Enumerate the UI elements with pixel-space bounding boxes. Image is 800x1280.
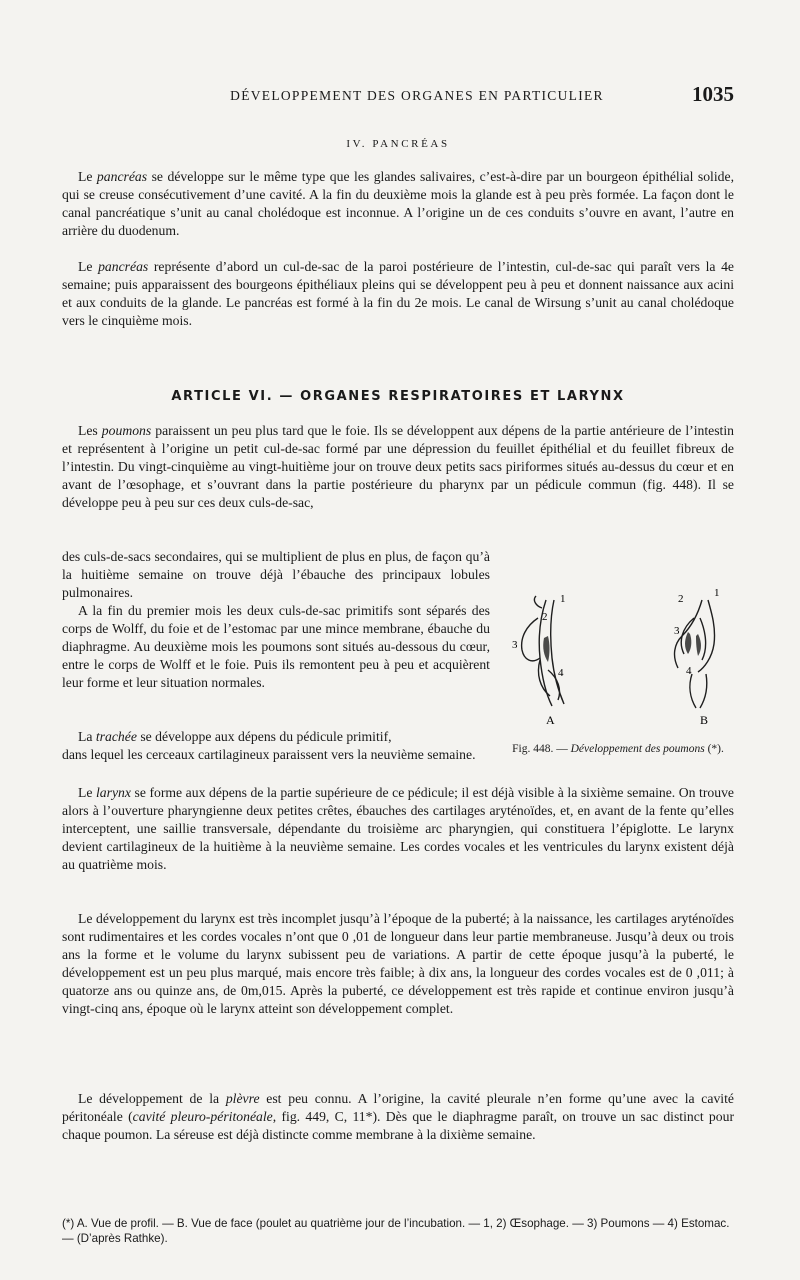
poumons-paragraph: Les poumons paraissent un peu plus tard que le foie. Ils se développent aux dépens de la partie antérieure de l’intestin et représentent à l’origine un petit cul-de-sac formé par une dépression du feuillet épithélial et du feuillet fibreux de l’intestin. Du vingt-cinquième au vingt-huitième jour on trouve deux petits sacs piriformes situés au-dessus du cœur et en avant de l’œsophage, et s’ouvrant dans la partie postérieure du pharynx par un pédicule commun (fig. 448). Il se développe peu à peu sur ces deux culs-de-sac, bbox=[62, 423, 734, 510]
figure-label-a4: 4 bbox=[558, 667, 564, 679]
page-number: 1035 bbox=[692, 82, 734, 106]
poumons-diaphragm-paragraph: A la fin du premier mois les deux culs-de-sac primitifs sont séparés des corps de Wolff, du foie et de l’estomac par une mince membrane, ébauche du diaphragme. Au deuxième mois les poumons sont situés au-dessous du cœur, entre le corps de Wolff et le foie. Puis ils remontent peu à peu et acquièrent leur forme et leur situation normales. bbox=[62, 603, 490, 690]
figure-label-a1: 1 bbox=[560, 593, 566, 605]
figure-448 bbox=[502, 578, 734, 728]
trachee-paragraph-continued: dans lequel les cerceaux cartilagineux paraissent vers la neuvième semaine. bbox=[62, 747, 476, 762]
running-head-title: DÉVELOPPEMENT DES ORGANES EN PARTICULIER bbox=[230, 88, 604, 103]
section-heading: IV. PANCRÉAS bbox=[346, 138, 450, 150]
figure-caption: Fig. 448. — Développement des poumons (*). bbox=[512, 743, 724, 755]
pancreas-paragraph-2: Le pancréas représente d’abord un cul-de-sac de la paroi postérieure de l’intestin, cul-de-sac qui paraît vers la 4e semaine; puis apparaissent des bourgeons épithéliaux pleins qui se développent peu à peu et donnent naissance aux acini et aux conduits de la glande. Le pancréas est formé à la fin du 2e mois. Le canal de Wirsung s’unit au canal cholédoque vers le cinquième mois. bbox=[62, 259, 735, 328]
figure-label-b4: 4 bbox=[686, 665, 692, 677]
larynx-paragraph-1: Le larynx se forme aux dépens de la partie supérieure de ce pédicule; il est déjà visible à la sixième semaine. On trouve alors à l’ouverture pharyngienne deux petites crêtes, ébauches des cartilages aryténoïdes, et, en avant de la fente qu’elles interceptent, une saillie transversale, dépendante du troisième arc pharyngien, qui constituera l’épiglotte. Le larynx devient cartilagineux de la huitième à la neuvième semaine. Les cordes vocales et les ventricules du larynx existent déjà au quatrième mois. bbox=[62, 785, 735, 872]
figure-label-a2: 2 bbox=[542, 611, 548, 623]
figure-label-b3: 3 bbox=[674, 625, 680, 637]
pancreas-paragraph-1: Le pancréas se développe sur le même type que les glandes salivaires, c’est-à-dire par un bourgeon épithélial solide, qui se creuse consécutivement d’une cavité. A la fin du deuxième mois la glande est à peu près formée. La façon dont le canal pancréatique s’unit au canal cholédoque est inconnue. A l’origine un de ces conduits s’ouvre en avant, l’autre en arrière du duodenum. bbox=[62, 169, 734, 238]
running-head bbox=[62, 82, 734, 118]
footnote: (*) A. Vue de profil. — B. Vue de face (poulet au quatrième jour de l’incubation. — 1, 2) Œsophage. — 3) Poumons — 4) Estomac. — (D’après Rathke). bbox=[62, 1217, 730, 1245]
figure-label-b2: 2 bbox=[678, 593, 684, 605]
figure-a-lung bbox=[522, 618, 540, 661]
article-heading: ARTICLE VI. — ORGANES RESPIRATOIRES ET LARYNX bbox=[171, 389, 625, 404]
poumons-paragraph-continued: des culs-de-sacs secondaires, qui se multiplient de plus en plus, de façon qu’à la huitième semaine on trouve déjà l’ébauche des principaux lobules pulmonaires. bbox=[62, 549, 490, 600]
figure-label-A: A bbox=[546, 713, 555, 727]
figure-label-b1: 1 bbox=[714, 587, 720, 599]
lung-development-illustration bbox=[502, 578, 734, 728]
larynx-paragraph-2: Le développement du larynx est très incomplet jusqu’à l’époque de la puberté; à la naissance, les cartilages aryténoïdes sont rudimentaires et les cordes vocales n’ont que 0 ,01 de longueur dans leur partie membraneuse. Jusqu’à deux ou trois ans la forme et le volume du larynx subissent peu de variations. A partir de cette époque jusqu’à la puberté, le développement est un peu plus marqué, mais encore très faible; à dix ans, la longueur des cordes vocales est de 0 ,011; à quatorze ans ou quinze ans, de 0m,015. Après la puberté, ce développement est très rapide et continue environ jusqu’à vingt-cinq ans, époque où le larynx atteint son développement complet. bbox=[62, 911, 734, 1016]
plevre-paragraph: Le développement de la plèvre est peu connu. A l’origine, la cavité pleurale n’en forme qu’une avec la cavité péritonéale (cavité pleuro-péritonéale, fig. 449, C, 11*). Dès que le diaphragme paraît, on trouve un sac distinct pour chaque poumon. La séreuse est déjà distincte comme membrane à la dixième semaine. bbox=[62, 1091, 734, 1142]
figure-label-B: B bbox=[700, 713, 709, 727]
trachee-paragraph: La trachée se développe aux dépens du pédicule primitif, bbox=[78, 729, 392, 744]
figure-label-a3: 3 bbox=[512, 639, 518, 651]
